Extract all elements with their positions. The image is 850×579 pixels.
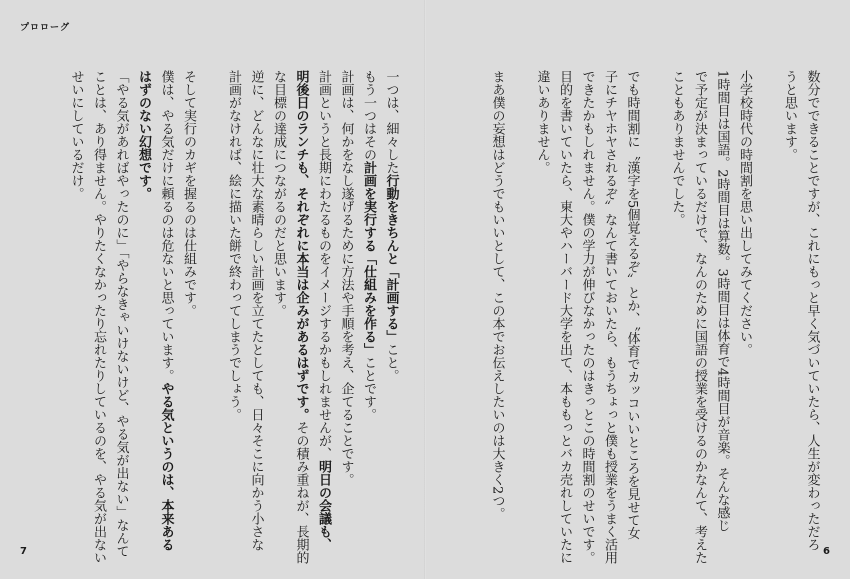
body-text: こと。 bbox=[383, 343, 399, 382]
body-text: ことは、あり得ません。やりたくなかったり忘れたりしているのを、やる気が出ない bbox=[91, 70, 106, 564]
emphasis-text: やる気というのは、本来ある bbox=[158, 382, 174, 551]
body-text: その積み重ねが、長期的 bbox=[293, 421, 309, 564]
body-text: うと思います。 bbox=[782, 70, 797, 161]
emphasis-text: 行動をきちんと「計画する」 bbox=[383, 174, 399, 343]
text-line bbox=[778, 70, 801, 530]
emphasis-text: 明日の会議も、 bbox=[316, 460, 331, 551]
body-text: 計画がなければ、絵に描いた餅で終わってしまうでしょう。 bbox=[226, 70, 241, 421]
text-line bbox=[132, 70, 155, 530]
body-text: 逆に、どんなに壮大な素晴らしい計画を立てたとしても、日々そこに向かう小さな bbox=[248, 70, 264, 551]
body-text: 数分でできることですが、これにもっと早く気づいていたら、人生が変わっただろ bbox=[804, 70, 820, 551]
text-line bbox=[244, 70, 267, 551]
body-text: な目標の達成につながるのだと思います。 bbox=[271, 70, 286, 317]
body-text: 目的を書いていたら、東大やハーバード大学を出て、本ももっとバカ売れしていたに bbox=[557, 70, 572, 564]
text-line bbox=[530, 70, 553, 530]
body-text: でも時間割に〝漢字を5個覚えるぞ〟とか、〝体育でカッコいいところを見せて女 bbox=[624, 70, 640, 540]
left-page-body bbox=[64, 70, 402, 564]
right-page-body bbox=[485, 70, 823, 564]
body-text: 一つは、細々した bbox=[383, 70, 399, 174]
emphasis-text: 計画を実行する「仕組みを作る」 bbox=[361, 161, 376, 356]
text-line bbox=[553, 70, 576, 564]
text-line bbox=[575, 70, 598, 564]
body-text: せいにしているだけ。 bbox=[68, 70, 84, 200]
body-text: こともありませんでした。 bbox=[669, 70, 685, 226]
gutter bbox=[424, 0, 426, 579]
text-line bbox=[177, 70, 200, 530]
text-line bbox=[733, 70, 756, 530]
body-text: 違いありません。 bbox=[534, 70, 550, 174]
text-line bbox=[755, 70, 778, 530]
text-line bbox=[267, 70, 290, 530]
text-line bbox=[222, 70, 245, 530]
body-text: 1時間目は国語。2時間目は算数。3時間目は体育で4時間目が音楽。そんな感じ bbox=[714, 70, 730, 533]
body-text: できたかもしれません。僕の学力が伸びなかったのはきっとこの時間割のせいです。 bbox=[579, 70, 595, 564]
text-line bbox=[87, 70, 110, 564]
text-line bbox=[312, 70, 335, 551]
text-line bbox=[64, 70, 87, 530]
body-text: 子にチヤホヤされるぞ〟なんて書いておいたら、もうちょっと僕も授業をうまく活用 bbox=[602, 70, 617, 564]
body-text: 小学校時代の時間割を思い出してみてください。 bbox=[737, 70, 752, 356]
text-line bbox=[643, 70, 666, 530]
text-line bbox=[289, 70, 312, 564]
page-number-right: 6 bbox=[823, 546, 830, 557]
body-text: そして実行のカギを握るのは仕組みです。 bbox=[181, 70, 196, 317]
text-line bbox=[109, 70, 132, 558]
text-line bbox=[508, 70, 531, 530]
body-text: 計画は、何かをなし遂げるために方法や手順を考え、企てることです。 bbox=[338, 70, 354, 486]
text-line bbox=[199, 70, 222, 530]
body-text: 計画というと長期にわたるものをイメージするかもしれませんが、 bbox=[316, 70, 331, 460]
text-line bbox=[357, 70, 380, 530]
body-text: 僕は、やる気だけに頼るのは危ないと思っています。 bbox=[158, 70, 174, 382]
body-text: もう一つはその bbox=[361, 70, 376, 161]
page-number-left: 7 bbox=[20, 546, 27, 557]
text-line bbox=[688, 70, 711, 564]
text-line bbox=[665, 70, 688, 530]
text-line bbox=[800, 70, 823, 551]
text-line bbox=[485, 70, 508, 530]
text-line bbox=[154, 70, 177, 551]
text-line bbox=[710, 70, 733, 533]
running-header: プロローグ bbox=[20, 23, 71, 33]
body-text: ことです。 bbox=[361, 356, 376, 421]
emphasis-text: はずのない幻想です。 bbox=[136, 70, 151, 200]
text-line bbox=[620, 70, 643, 540]
body-text: 「やる気があればやったのに」「やらなきゃいけないけど、やる気が出ない」なんて bbox=[113, 70, 129, 558]
text-line bbox=[334, 70, 357, 530]
body-text: で予定が決まっているだけで、なんのために国語の授業を受けるのかなんて、考えた bbox=[692, 70, 707, 564]
body-text: まあ僕の妄想はどうでもいいとして、この本でお伝えしたいのは大きく2つ。 bbox=[489, 70, 505, 521]
text-line bbox=[379, 70, 402, 530]
emphasis-text: 明後日のランチも、それぞれに本当は企みがあるはずです。 bbox=[293, 70, 309, 421]
text-line bbox=[598, 70, 621, 564]
